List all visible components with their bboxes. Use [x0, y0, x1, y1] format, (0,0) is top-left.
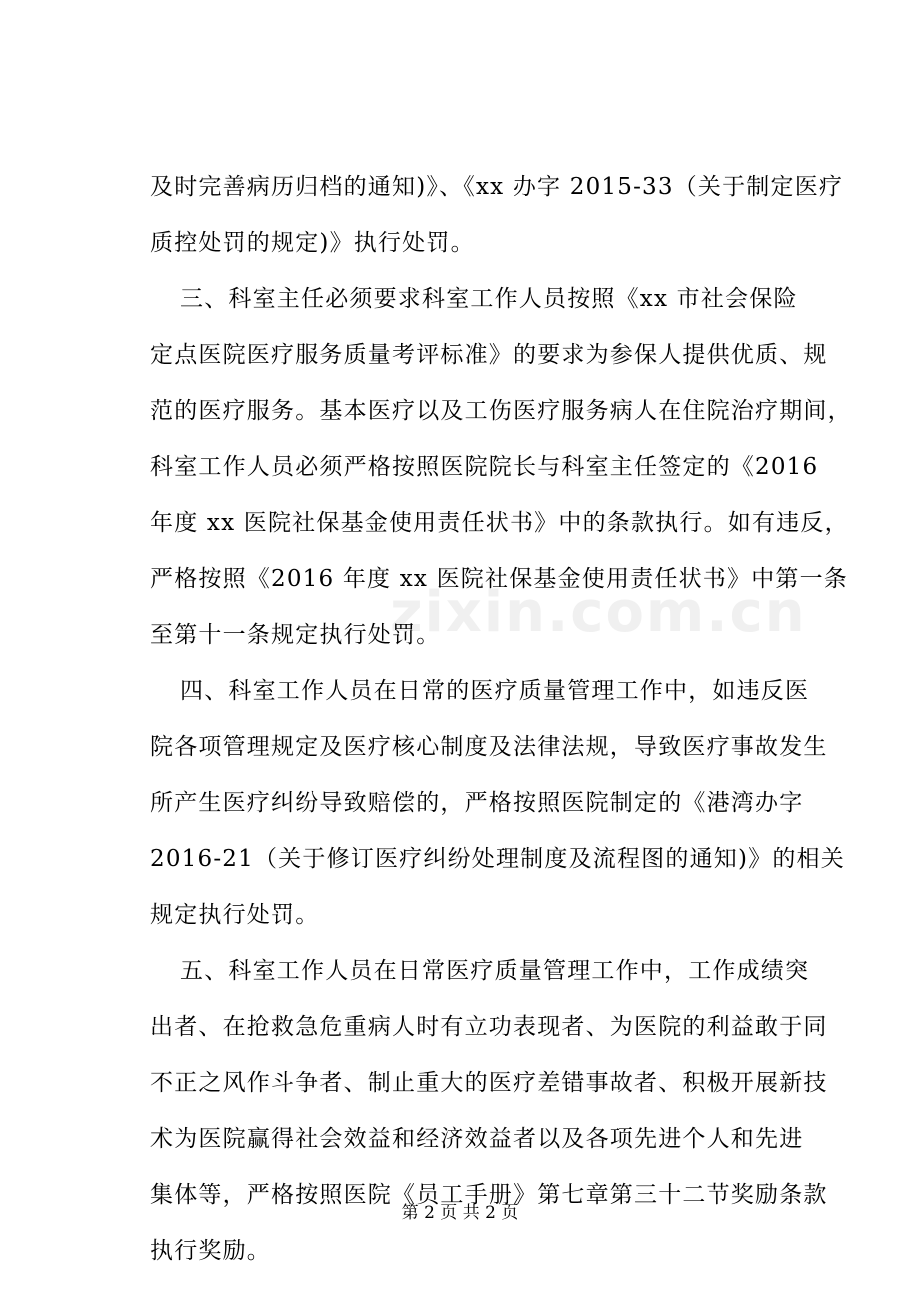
paragraph-three-start: 三、科室主任必须要求科室工作人员按照《xx 市社会保险	[180, 286, 798, 312]
body-line: 执行奖励。	[150, 1238, 271, 1264]
body-line: 不正之风作斗争者、制止重大的医疗差错事故者、积极开展新技	[150, 1070, 828, 1096]
body-line: 院各项管理规定及医疗核心制度及法律法规，导致医疗事故发生	[150, 734, 828, 760]
body-line: 严格按照《2016 年度 xx 医院社保基金使用责任状书》中第一条	[150, 566, 849, 592]
paragraph-five-start: 五、科室工作人员在日常医疗质量管理工作中，工作成绩突	[180, 958, 810, 984]
body-line: 集体等，严格按照医院《员工手册》第七章第三十二节奖励条款	[150, 1182, 828, 1208]
page-number-footer: 第 2 页 共 2 页	[401, 1203, 519, 1223]
body-line: 范的医疗服务。基本医疗以及工伤医疗服务病人在住院治疗期间，	[150, 398, 852, 424]
body-line: 定点医院医疗服务质量考评标准》的要求为参保人提供优质、规	[150, 342, 828, 368]
body-line: 质控处罚的规定)》执行处罚。	[150, 230, 475, 256]
body-line: 所产生医疗纠纷导致赔偿的，严格按照医院制定的《港湾办字	[150, 790, 804, 816]
body-line: 2016-21（关于修订医疗纠纷处理制度及流程图的通知)》的相关	[150, 846, 845, 872]
body-line: 年度 xx 医院社保基金使用责任状书》中的条款执行。如有违反，	[150, 510, 849, 536]
paragraph-four-start: 四、科室工作人员在日常的医疗质量管理工作中，如违反医	[180, 678, 810, 704]
document-body	[150, 159, 852, 1279]
watermark: zixin.com.cn	[390, 580, 807, 645]
body-line: 出者、在抢救急危重病人时有立功表现者、为医院的利益敢于同	[150, 1014, 828, 1040]
body-line: 至第十一条规定执行处罚。	[150, 622, 441, 648]
body-line: 规定执行处罚。	[150, 902, 320, 928]
body-line: 术为医院赢得社会效益和经济效益者以及各项先进个人和先进	[150, 1126, 804, 1152]
body-line: 科室工作人员必须严格按照医院院长与科室主任签定的《2016	[150, 454, 819, 480]
body-line: 及时完善病历归档的通知)》、《xx 办字 2015-33（关于制定医疗	[150, 174, 844, 200]
